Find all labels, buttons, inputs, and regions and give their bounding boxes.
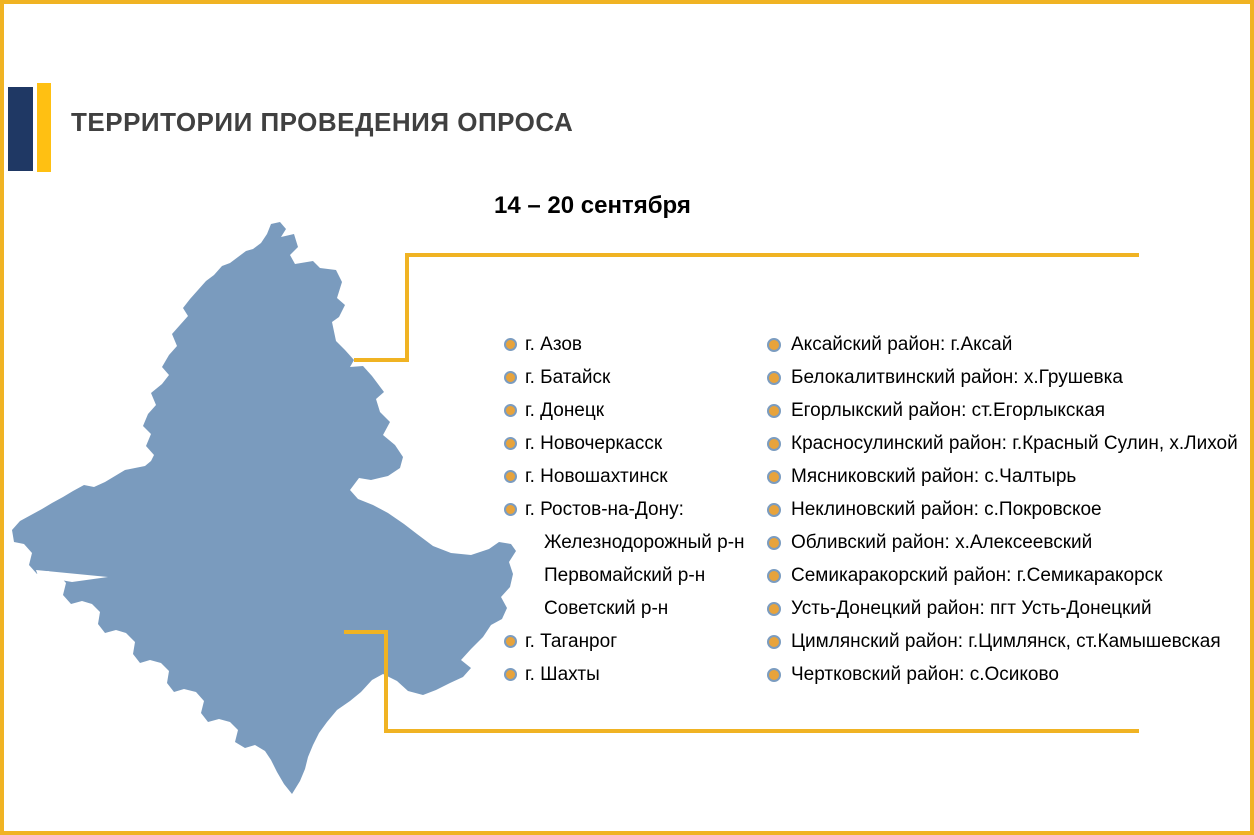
bullet-icon — [767, 668, 781, 682]
list-item — [504, 559, 745, 592]
list-item-label: Неклиновский район: с.Покровское — [791, 498, 1102, 520]
taganrog-bay-notch — [36, 570, 108, 582]
list-item — [504, 526, 745, 559]
bullet-icon — [504, 470, 517, 483]
list-item — [767, 559, 1238, 592]
bullet-icon — [767, 470, 781, 484]
bullet-icon — [767, 371, 781, 385]
list-item-label: г. Азов — [525, 333, 582, 355]
districts-list — [767, 328, 1238, 691]
title-accent-gold-bar — [37, 83, 51, 172]
bullet-icon — [767, 503, 781, 517]
list-item — [767, 394, 1238, 427]
list-item — [504, 658, 745, 691]
list-item — [767, 658, 1238, 691]
list-item-label: г. Таганрог — [525, 630, 618, 652]
list-item-label: Аксайский район: г.Аксай — [791, 333, 1013, 355]
list-item-label: Обливский район: х.Алексеевский — [791, 531, 1093, 553]
list-item-label: Красносулинский район: г.Красный Сулин, х.Лихой — [791, 432, 1238, 454]
rostov-region-map-shape — [12, 222, 516, 794]
list-item-label: г. Батайск — [525, 366, 611, 388]
bullet-icon — [504, 404, 517, 417]
bullet-icon — [504, 503, 517, 516]
list-item-label: г. Донецк — [525, 399, 605, 421]
list-item — [767, 592, 1238, 625]
title-accent-navy-bar — [8, 87, 33, 171]
list-item — [504, 625, 745, 658]
bullet-icon — [767, 635, 781, 649]
list-item-label: Белокалитвинский район: х.Грушевка — [791, 366, 1123, 388]
list-item — [767, 328, 1238, 361]
bullet-icon — [504, 668, 517, 681]
list-item-label: г. Ростов-на-Дону: — [525, 498, 684, 520]
bullet-icon — [504, 338, 517, 351]
list-item — [504, 493, 745, 526]
bullet-icon — [767, 536, 781, 550]
list-item-label: Семикаракорский район: г.Семикаракорск — [791, 564, 1163, 586]
bullet-icon — [767, 404, 781, 418]
list-item-label: Егорлыкский район: ст.Егорлыкская — [791, 399, 1106, 421]
list-item — [767, 625, 1238, 658]
list-item — [504, 592, 745, 625]
list-item — [767, 460, 1238, 493]
bullet-icon — [504, 371, 517, 384]
list-item-label: Мясниковский район: с.Чалтырь — [791, 465, 1077, 487]
list-item-label: Усть-Донецкий район: пгт Усть-Донецкий — [791, 597, 1152, 619]
list-item — [504, 427, 745, 460]
list-item — [504, 394, 745, 427]
list-item-label: Железнодорожный р-н — [544, 531, 745, 553]
cities-list — [504, 328, 745, 691]
survey-period-label: 14 – 20 сентября — [494, 192, 691, 219]
list-item — [767, 427, 1238, 460]
list-item — [767, 493, 1238, 526]
bullet-icon — [767, 437, 781, 451]
list-item — [504, 460, 745, 493]
page-title: ТЕРРИТОРИИ ПРОВЕДЕНИЯ ОПРОСА — [71, 107, 574, 137]
list-item-label: Советский р-н — [544, 597, 669, 619]
list-item-label: г. Шахты — [525, 663, 600, 685]
list-item-label: г. Новочеркасск — [525, 432, 663, 454]
bullet-icon — [504, 635, 517, 648]
bullet-icon — [504, 437, 517, 450]
list-item-label: Чертковский район: с.Осиково — [791, 663, 1059, 685]
list-item — [767, 526, 1238, 559]
list-item — [767, 361, 1238, 394]
list-item-label: Первомайский р-н — [544, 564, 706, 586]
bullet-icon — [767, 569, 781, 583]
list-item-label: Цимлянский район: г.Цимлянск, ст.Камышевская — [791, 630, 1221, 652]
list-item — [504, 361, 745, 394]
bullet-icon — [767, 602, 781, 616]
list-item-label: г. Новошахтинск — [525, 465, 668, 487]
list-item — [504, 328, 745, 361]
bullet-icon — [767, 338, 781, 352]
